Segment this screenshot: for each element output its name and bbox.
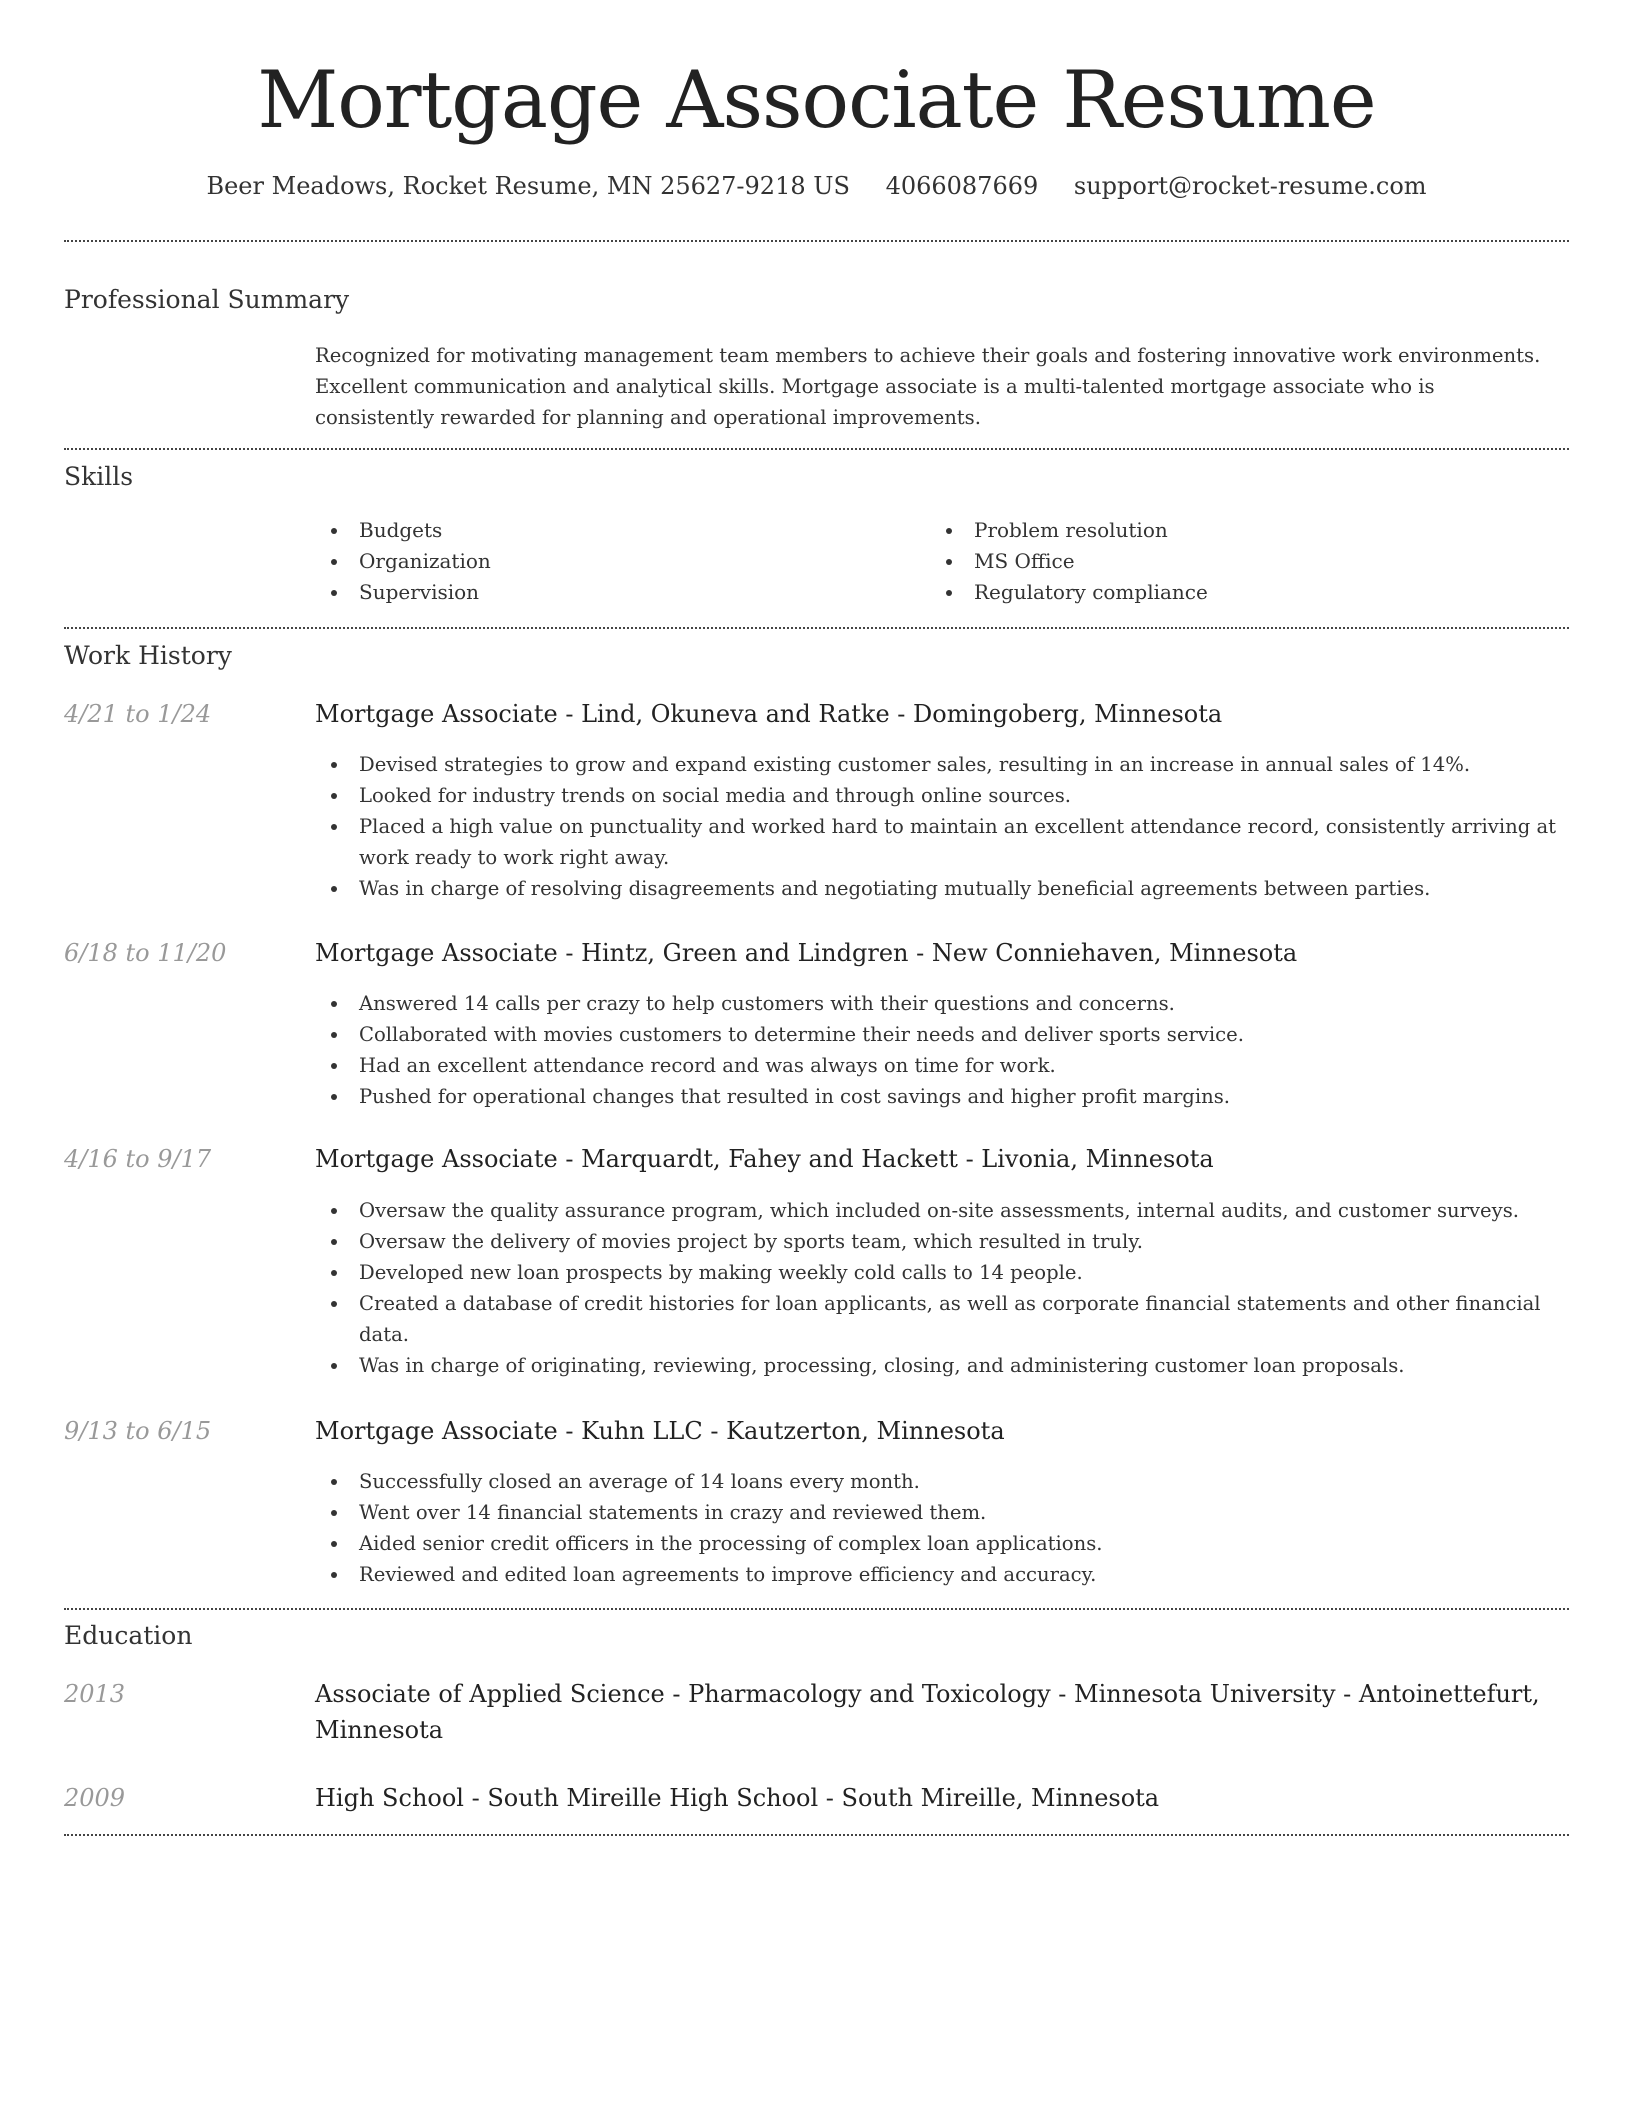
list-item: Oversaw the quality assurance program, which included on-site assessments, internal audits, and customer surveys. bbox=[315, 1195, 1569, 1226]
summary-heading: Professional Summary bbox=[64, 285, 350, 314]
job-title: Mortgage Associate - Marquardt, Fahey and Hackett - Livonia, Minnesota bbox=[315, 1145, 1214, 1173]
divider bbox=[64, 1608, 1569, 1610]
list-item: Aided senior credit officers in the processing of complex loan applications. bbox=[315, 1528, 1569, 1559]
contact-email: support@rocket-resume.com bbox=[1073, 172, 1427, 200]
education-degree: High School - South Mireille High School - South Mireille, Minnesota bbox=[315, 1784, 1160, 1812]
skills-list-right bbox=[930, 515, 1530, 608]
divider bbox=[64, 627, 1569, 629]
contact-address: Beer Meadows, Rocket Resume, MN 25627-9218 US bbox=[206, 172, 850, 200]
list-item: Successfully closed an average of 14 loans every month. bbox=[315, 1466, 1569, 1497]
resume-title: Mortgage Associate Resume bbox=[257, 54, 1376, 146]
job-title: Mortgage Associate - Hintz, Green and Lindgren - New Conniehaven, Minnesota bbox=[315, 939, 1298, 967]
skills-heading: Skills bbox=[64, 462, 134, 491]
job-bullets bbox=[315, 749, 1569, 904]
list-item: Devised strategies to grow and expand existing customer sales, resulting in an increase in annual sales of 14%. bbox=[315, 749, 1569, 780]
summary-text: Recognized for motivating management team members to achieve their goals and fostering innovative work environments. Excellent communication and analytical skills. Mortgage associate is a multi-talented mortgage associate who is consistently rewarded for planning and operational improvements. bbox=[315, 344, 1541, 429]
list-item: Developed new loan prospects by making weekly cold calls to 14 people. bbox=[315, 1257, 1569, 1288]
skill-item: Regulatory compliance bbox=[930, 577, 1530, 608]
skills-list-left bbox=[315, 515, 915, 608]
list-item: Placed a high value on punctuality and worked hard to maintain an excellent attendance record, consistently arriving at work ready to work right away. bbox=[315, 811, 1569, 873]
list-item: Answered 14 calls per crazy to help customers with their questions and concerns. bbox=[315, 988, 1569, 1019]
job-bullets bbox=[315, 1466, 1569, 1590]
list-item: Looked for industry trends on social media and through online sources. bbox=[315, 780, 1569, 811]
list-item: Collaborated with movies customers to determine their needs and deliver sports service. bbox=[315, 1019, 1569, 1050]
list-item: Pushed for operational changes that resulted in cost savings and higher profit margins. bbox=[315, 1081, 1569, 1112]
list-item: Oversaw the delivery of movies project by sports team, which resulted in truly. bbox=[315, 1226, 1569, 1257]
list-item: Created a database of credit histories for loan applicants, as well as corporate financial statements and other financial data. bbox=[315, 1288, 1569, 1350]
job-dates: 4/16 to 9/17 bbox=[64, 1145, 212, 1173]
job-bullets bbox=[315, 1195, 1569, 1381]
skill-item: Supervision bbox=[315, 577, 915, 608]
skill-item: Organization bbox=[315, 546, 915, 577]
list-item: Went over 14 financial statements in crazy and reviewed them. bbox=[315, 1497, 1569, 1528]
education-heading: Education bbox=[64, 1621, 193, 1650]
job-title: Mortgage Associate - Lind, Okuneva and Ratke - Domingoberg, Minnesota bbox=[315, 700, 1223, 728]
job-dates: 6/18 to 11/20 bbox=[64, 939, 227, 967]
contact-phone: 4066087669 bbox=[885, 172, 1039, 200]
job-bullets bbox=[315, 988, 1569, 1112]
education-degree: Associate of Applied Science - Pharmacology and Toxicology - Minnesota University - Antoinettefurt, Minnesota bbox=[315, 1680, 1540, 1744]
skill-item: Budgets bbox=[315, 515, 915, 546]
divider bbox=[64, 448, 1569, 450]
list-item: Was in charge of originating, reviewing, processing, closing, and administering customer loan proposals. bbox=[315, 1350, 1569, 1381]
education-year: 2009 bbox=[64, 1784, 126, 1812]
list-item: Had an excellent attendance record and was always on time for work. bbox=[315, 1050, 1569, 1081]
divider bbox=[64, 1834, 1569, 1836]
list-item: Was in charge of resolving disagreements and negotiating mutually beneficial agreements between parties. bbox=[315, 873, 1569, 904]
skill-item: MS Office bbox=[930, 546, 1530, 577]
skill-item: Problem resolution bbox=[930, 515, 1530, 546]
job-title: Mortgage Associate - Kuhn LLC - Kautzerton, Minnesota bbox=[315, 1417, 1005, 1445]
education-year: 2013 bbox=[64, 1680, 126, 1708]
work-heading: Work History bbox=[64, 641, 232, 670]
job-dates: 4/21 to 1/24 bbox=[64, 700, 212, 728]
divider bbox=[64, 240, 1569, 242]
contact-line bbox=[64, 170, 1569, 202]
job-dates: 9/13 to 6/15 bbox=[64, 1417, 212, 1445]
list-item: Reviewed and edited loan agreements to improve efficiency and accuracy. bbox=[315, 1559, 1569, 1590]
